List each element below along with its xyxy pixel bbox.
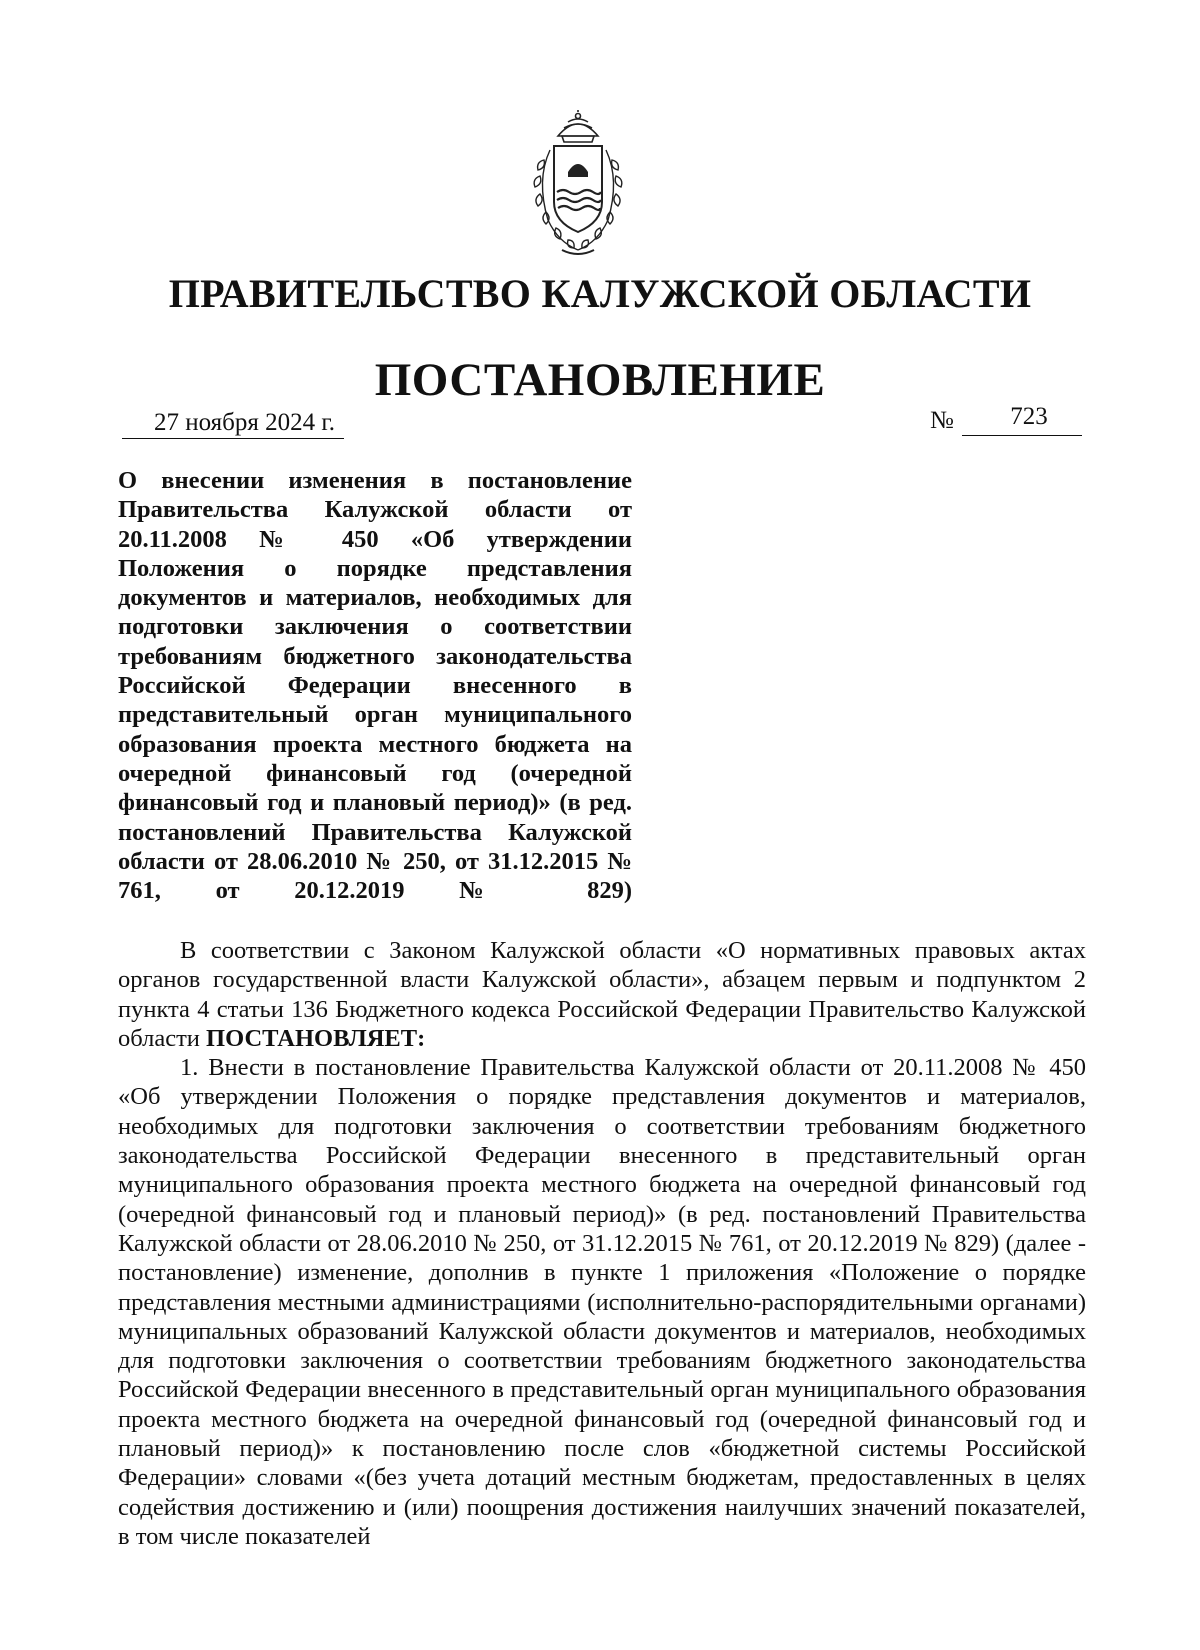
organization-name: ПРАВИТЕЛЬСТВО КАЛУЖСКОЙ ОБЛАСТИ — [168, 271, 1032, 316]
preamble-paragraph — [118, 936, 1086, 1053]
coat-of-arms-icon — [524, 110, 632, 258]
preamble-text: В соответствии с Законом Калужской области «О нормативных правовых актах органов государственной власти Калужской области», абзацем первым и подпунктом 2 пункта 4 статьи 136 Бюджетного кодекса Российской Федерации Правительство Калужской области — [118, 937, 1086, 1052]
number-sign: № — [930, 407, 954, 434]
item-1-paragraph: 1. Внести в постановление Правительства Калужской области от 20.11.2008 № 450 «Об утверждении Положения о порядке представления документов и материалов, необходимых для подготовки заключения о соответствии требованиям бюджетного законодательства Российской Федерации внесенного в представительный орган муниципального образования проекта местного бюджета на очередной финансовый год (очередной финансовый год и плановый период)» (в ред. постановлений Правительства Калужской области от 28.06.2010 № 250, от 31.12.2015 № 761, от 20.12.2019 № 829) (далее - постановление) изменение, дополнив в пункте 1 приложения «Положение о порядке представления местными администрациями (исполнительно-распорядительными органами) муниципальных образований Калужской области документов и материалов, необходимых для подготовки заключения о соответствии требованиям бюджетного законодательства Российской Федерации внесенного в представительный орган муниципального образования проекта местного бюджета на очередной финансовый год (очередной финансовый год и плановый период)» к постановлению после слов «бюджетной системы Российской Федерации» словами «(без учета дотаций местным бюджетам, предоставленных в целях содействия достижению и (или) поощрения достижения наилучших значений показателей, в том числе показателей — [118, 1054, 1086, 1550]
document-date: 27 ноября 2024 г. — [122, 408, 344, 439]
document-body — [118, 936, 1086, 1551]
resolves-keyword: ПОСТАНОВЛЯЕТ: — [206, 1024, 426, 1052]
document-type-title: ПОСТАНОВЛЕНИЕ — [374, 354, 826, 406]
document-number-block — [930, 403, 1082, 438]
document-number: 723 — [962, 402, 1082, 436]
document-subject: О внесении изменения в постановление Правительства Калужской области от 20.11.2008 № 450 «Об утверждении Положения о порядке представления документов и материалов, необходимых для подготовки заключения о соответствии требованиям бюджетного законодательства Российской Федерации внесенного в представительный орган муниципального образования проекта местного бюджета на очередной финансовый год (очередной финансовый год и плановый период)» (в ред. постановлений Правительства Калужской области от 28.06.2010 № 250, от 31.12.2015 № 761, от 20.12.2019 № 829) — [118, 467, 632, 905]
